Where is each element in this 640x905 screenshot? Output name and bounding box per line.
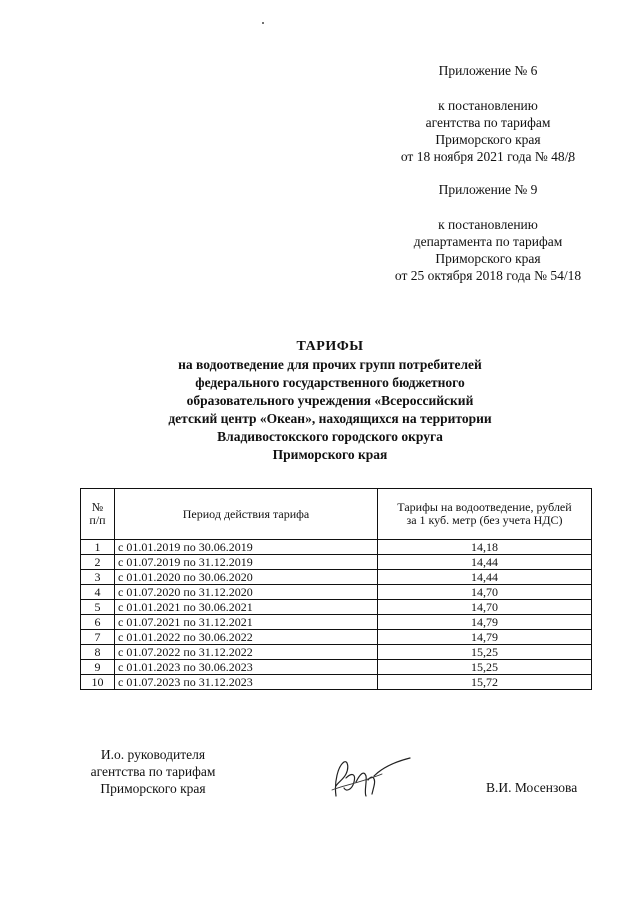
row-period: с 01.07.2021 по 31.12.2021 xyxy=(115,615,378,630)
row-period: с 01.01.2019 по 30.06.2019 xyxy=(115,540,378,555)
table-row xyxy=(81,555,592,570)
appendix-6-reference xyxy=(378,97,598,165)
signatory-position xyxy=(78,746,228,797)
row-tariff-value: 14,18 xyxy=(378,540,592,555)
handwritten-signature-icon xyxy=(322,752,418,802)
document-title: ТАРИФЫ xyxy=(296,339,364,354)
heading-line: детский центр «Океан», находящихся на территории xyxy=(168,411,492,426)
row-period: с 01.07.2019 по 31.12.2019 xyxy=(115,555,378,570)
appendix-6-title: Приложение № 6 xyxy=(438,63,538,78)
appendix-9-line: Приморского края xyxy=(435,251,541,266)
signatory-position-line: Приморского края xyxy=(100,781,206,796)
appendix-6-line: агентства по тарифам xyxy=(425,115,551,130)
table-row xyxy=(81,675,592,690)
signatory-name: В.И. Мосензова xyxy=(486,780,578,795)
document-heading xyxy=(100,338,560,464)
row-number: 5 xyxy=(81,600,115,615)
row-period: с 01.07.2020 по 31.12.2020 xyxy=(115,585,378,600)
tariffs-table xyxy=(80,488,592,690)
appendix-9-reference xyxy=(370,216,606,284)
signatory-position-line: агентства по тарифам xyxy=(90,764,216,779)
column-header-tariff: Тарифы на водоотведение, рублей за 1 куб. метр (без учета НДС) xyxy=(378,489,592,540)
row-tariff-value: 14,70 xyxy=(378,585,592,600)
column-header-period: Период действия тарифа xyxy=(115,489,378,540)
column-header-number-line: п/п xyxy=(89,513,106,527)
row-period: с 01.01.2022 по 30.06.2022 xyxy=(115,630,378,645)
row-number: 9 xyxy=(81,660,115,675)
row-number: 8 xyxy=(81,645,115,660)
table-row xyxy=(81,540,592,555)
table-row xyxy=(81,585,592,600)
appendix-9-line: от 25 октября 2018 года № 54/18 xyxy=(394,268,582,283)
signatory-position-line: И.о. руководителя xyxy=(100,747,206,762)
row-tariff-value: 14,44 xyxy=(378,570,592,585)
appendix-6-line: Приморского края xyxy=(435,132,541,147)
appendix-9-line: к постановлению xyxy=(438,217,538,232)
appendix-6-line: к постановлению xyxy=(438,98,538,113)
row-tariff-value: 15,25 xyxy=(378,645,592,660)
row-number: 4 xyxy=(81,585,115,600)
appendix-6-line: от 18 ноября 2021 года № 48/8 xyxy=(400,149,576,164)
row-tariff-value: 14,79 xyxy=(378,630,592,645)
column-header-number xyxy=(81,489,115,540)
table-row xyxy=(81,645,592,660)
row-number: 2 xyxy=(81,555,115,570)
heading-line: Владивостокского городского округа xyxy=(217,429,443,444)
row-tariff-value: 14,44 xyxy=(378,555,592,570)
scan-speck xyxy=(262,22,264,24)
heading-line: Приморского края xyxy=(272,447,388,462)
row-tariff-value: 14,70 xyxy=(378,600,592,615)
appendix-9-title: Приложение № 9 xyxy=(438,182,538,197)
table-row xyxy=(81,630,592,645)
row-number: 7 xyxy=(81,630,115,645)
row-number: 3 xyxy=(81,570,115,585)
row-period: с 01.07.2022 по 31.12.2022 xyxy=(115,645,378,660)
row-period: с 01.01.2020 по 30.06.2020 xyxy=(115,570,378,585)
heading-line: образовательного учреждения «Всероссийский xyxy=(186,393,474,408)
row-number: 1 xyxy=(81,540,115,555)
table-row xyxy=(81,600,592,615)
heading-line: федерального государственного бюджетного xyxy=(195,375,465,390)
table-header-row xyxy=(81,489,592,540)
row-tariff-value: 15,72 xyxy=(378,675,592,690)
appendix-9-line: департамента по тарифам xyxy=(413,234,563,249)
table-row xyxy=(81,570,592,585)
heading-line: на водоотведение для прочих групп потребителей xyxy=(178,357,482,372)
row-number: 10 xyxy=(81,675,115,690)
table-row xyxy=(81,615,592,630)
row-tariff-value: 15,25 xyxy=(378,660,592,675)
row-number: 6 xyxy=(81,615,115,630)
column-header-number-line: № xyxy=(91,500,104,514)
row-tariff-value: 14,79 xyxy=(378,615,592,630)
table-row xyxy=(81,660,592,675)
row-period: с 01.07.2023 по 31.12.2023 xyxy=(115,675,378,690)
row-period: с 01.01.2023 по 30.06.2023 xyxy=(115,660,378,675)
row-period: с 01.01.2021 по 30.06.2021 xyxy=(115,600,378,615)
